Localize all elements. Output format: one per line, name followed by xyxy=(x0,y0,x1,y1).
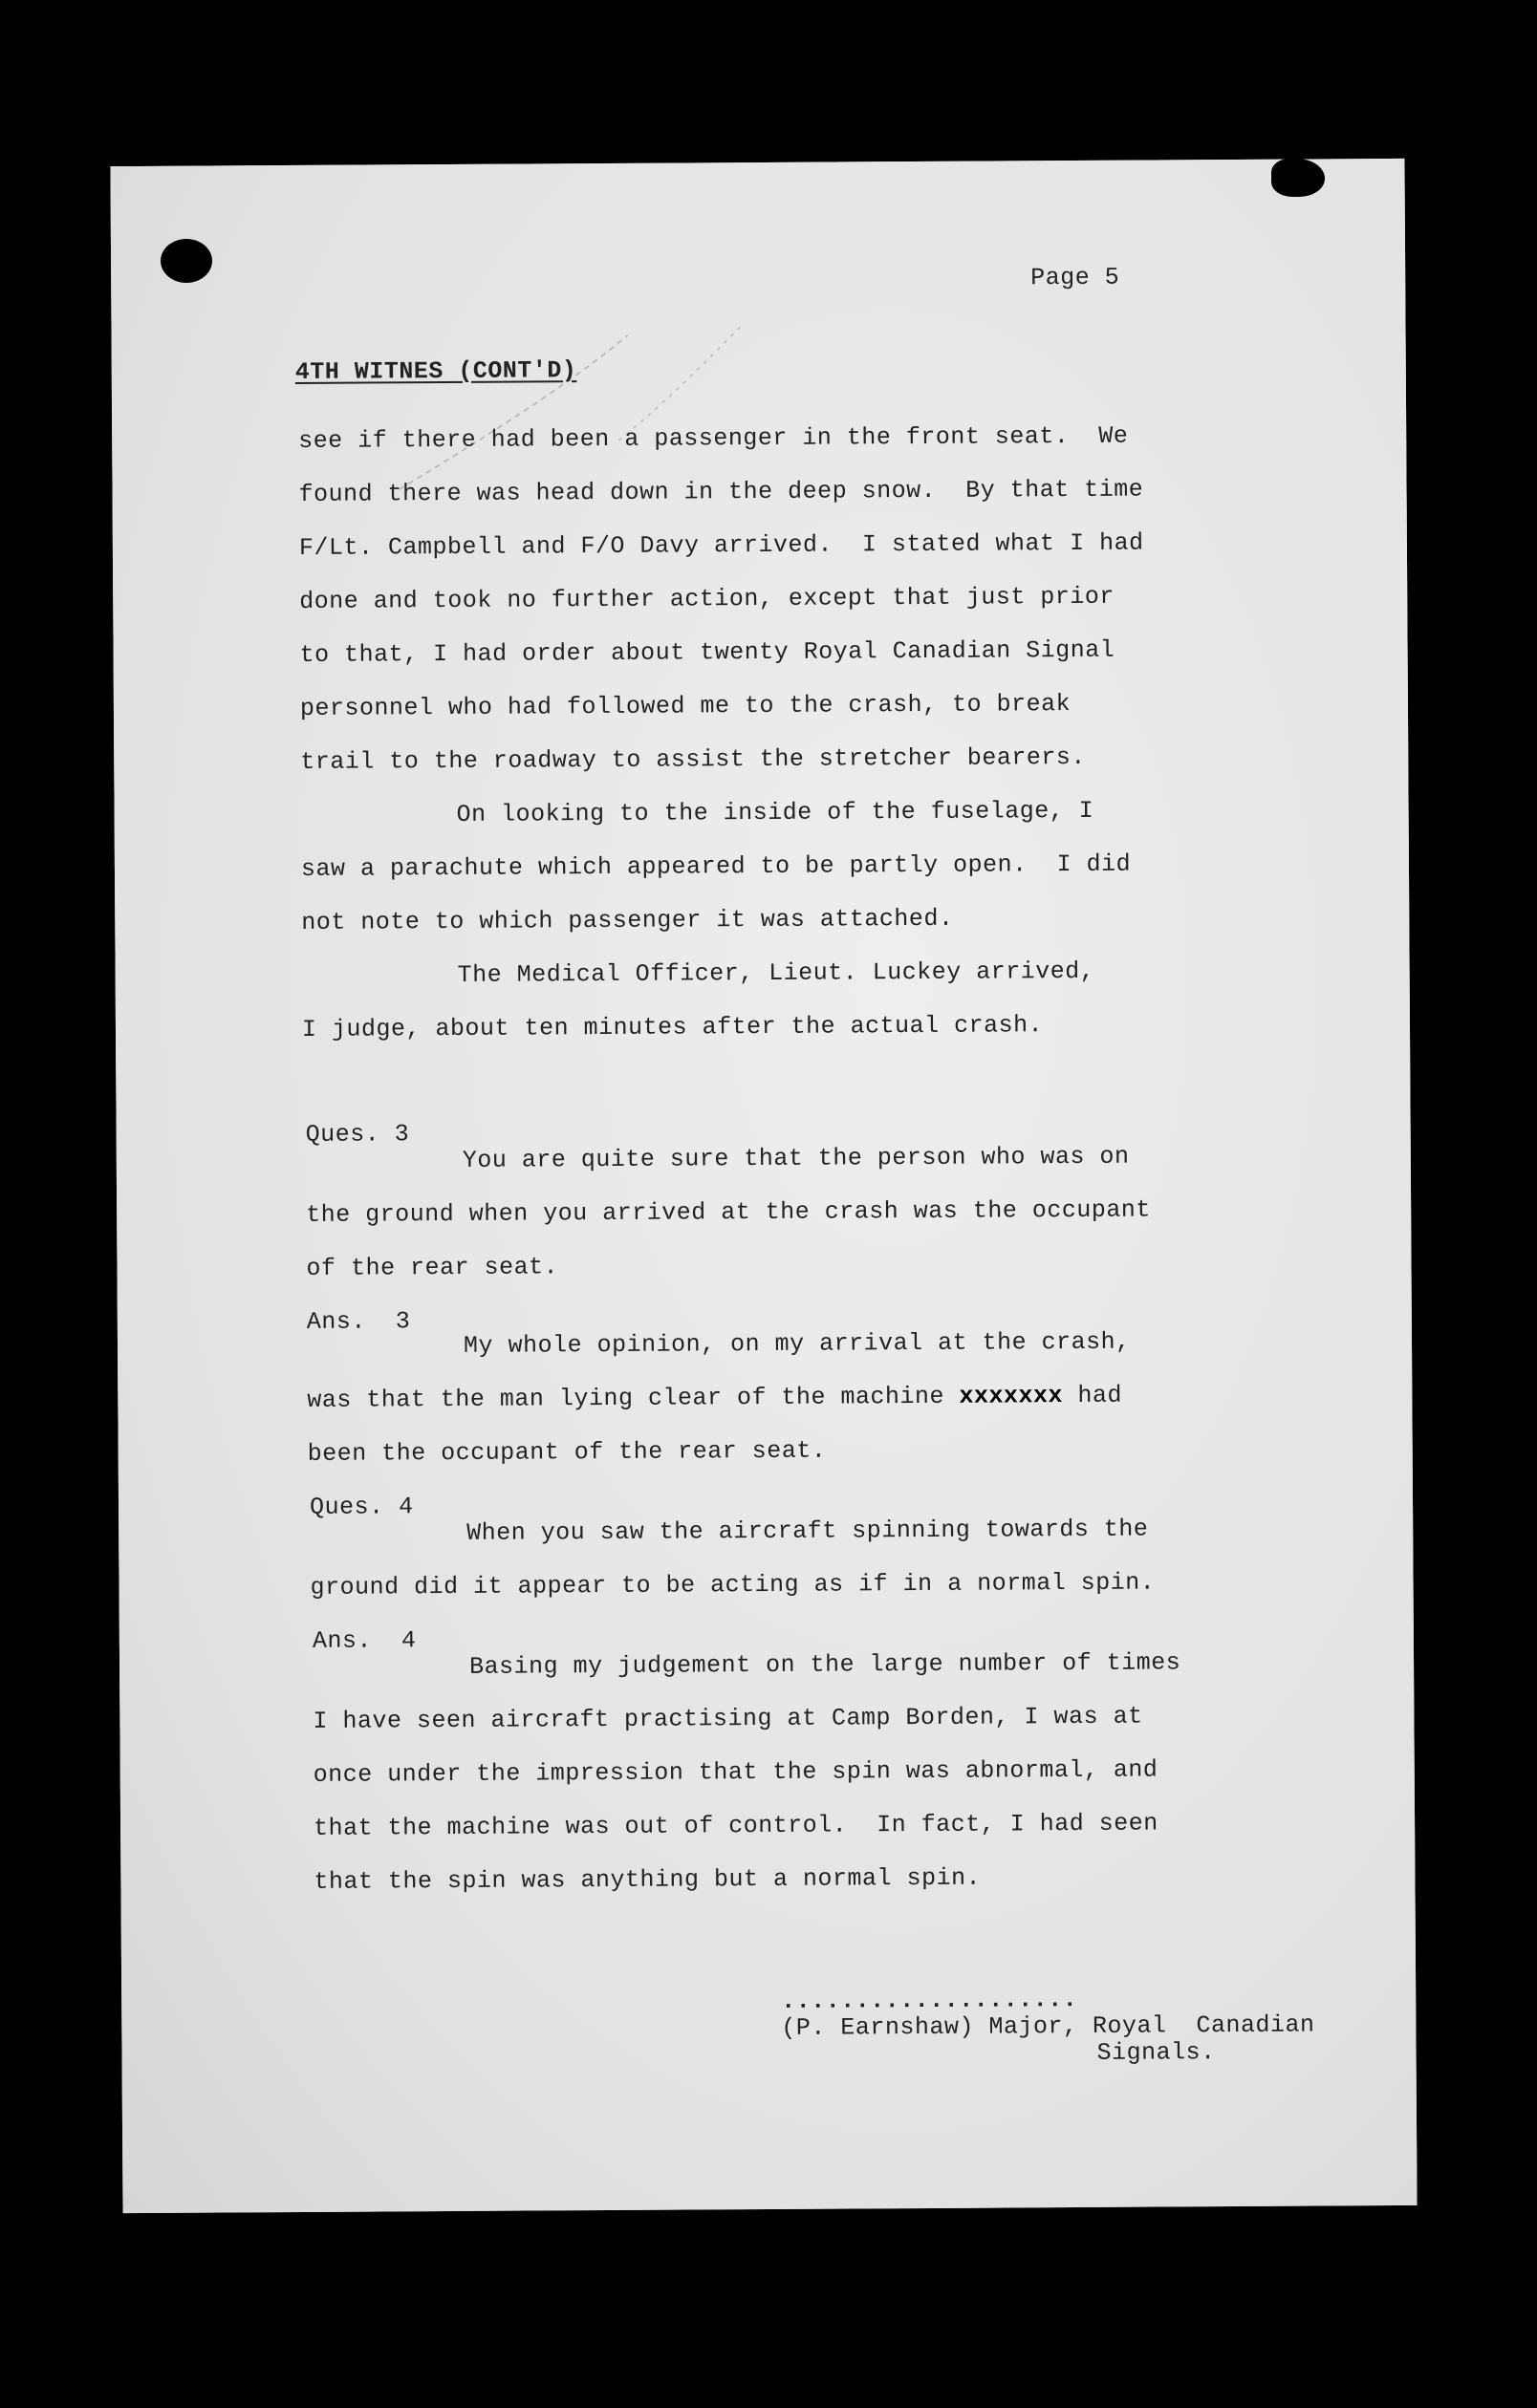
question-line: the ground when you arrived at the crash was the occupant xyxy=(306,1195,1151,1229)
question-label: Ques. 4 xyxy=(309,1493,414,1521)
question-line: You are quite sure that the person who was on xyxy=(462,1142,1130,1174)
body-line: done and took no further action, except that just prior xyxy=(299,582,1115,615)
answer-line-text: was that the man lying clear of the machine xyxy=(307,1382,945,1414)
signature-line: Signals. xyxy=(1096,2038,1216,2067)
signature-dots: .................... xyxy=(781,1986,1078,2015)
answer-line xyxy=(307,1382,1122,1415)
body-line: not note to which passenger it was attached. xyxy=(301,904,954,936)
body-line: trail to the roadway to assist the stretcher bearers. xyxy=(300,742,1086,776)
answer-line: that the machine was out of control. In fact, I had seen xyxy=(314,1809,1158,1842)
body-line: saw a parachute which appeared to be partly open. I did xyxy=(300,849,1132,883)
answer-line: I have seen aircraft practising at Camp Borden, I was at xyxy=(313,1702,1143,1735)
body-line: see if there had been a passenger in the front seat. We xyxy=(298,421,1129,455)
answer-label: Ans. 3 xyxy=(306,1307,411,1336)
question-line: When you saw the aircraft spinning towards the xyxy=(466,1515,1149,1547)
answer-line: once under the impression that the spin was abnormal, and xyxy=(313,1755,1158,1789)
body-line: found there was head down in the deep snow. By that time xyxy=(298,475,1144,508)
torn-corner xyxy=(1271,159,1325,197)
body-line: F/Lt. Campbell and F/O Davy arrived. I stated what I had xyxy=(298,528,1144,562)
body-line: The Medical Officer, Lieut. Luckey arrived, xyxy=(457,957,1095,989)
document-page xyxy=(110,159,1417,2213)
answer-line: been the occupant of the rear seat. xyxy=(307,1436,827,1468)
answer-line-continuation: had xyxy=(1062,1381,1123,1410)
signature-line: (P. Earnshaw) Major, Royal Canadian xyxy=(781,2010,1315,2042)
answer-label: Ans. 4 xyxy=(312,1626,417,1655)
question-label: Ques. 3 xyxy=(305,1120,410,1149)
body-line: On looking to the inside of the fuselage, I xyxy=(456,796,1094,828)
answer-line: that the spin was anything but a normal spin. xyxy=(314,1863,982,1896)
answer-line: My whole opinion, on my arrival at the crash, xyxy=(463,1327,1131,1360)
section-heading: 4TH WITNES (CONT'D) xyxy=(294,356,577,386)
question-line: of the rear seat. xyxy=(306,1253,559,1282)
body-line: to that, I had order about twenty Royal Canadian Signal xyxy=(299,635,1115,669)
body-line: personnel who had followed me to the crash, to break xyxy=(299,690,1072,722)
page-number: Page 5 xyxy=(1030,263,1120,292)
body-line: I judge, about ten minutes after the actual crash. xyxy=(301,1011,1044,1043)
answer-line: Basing my judgement on the large number of times xyxy=(468,1648,1181,1681)
struck-out-text: xxxxxxx xyxy=(959,1382,1064,1410)
question-line: ground did it appear to be acting as if in a normal spin. xyxy=(310,1568,1156,1602)
punch-hole xyxy=(161,239,212,283)
